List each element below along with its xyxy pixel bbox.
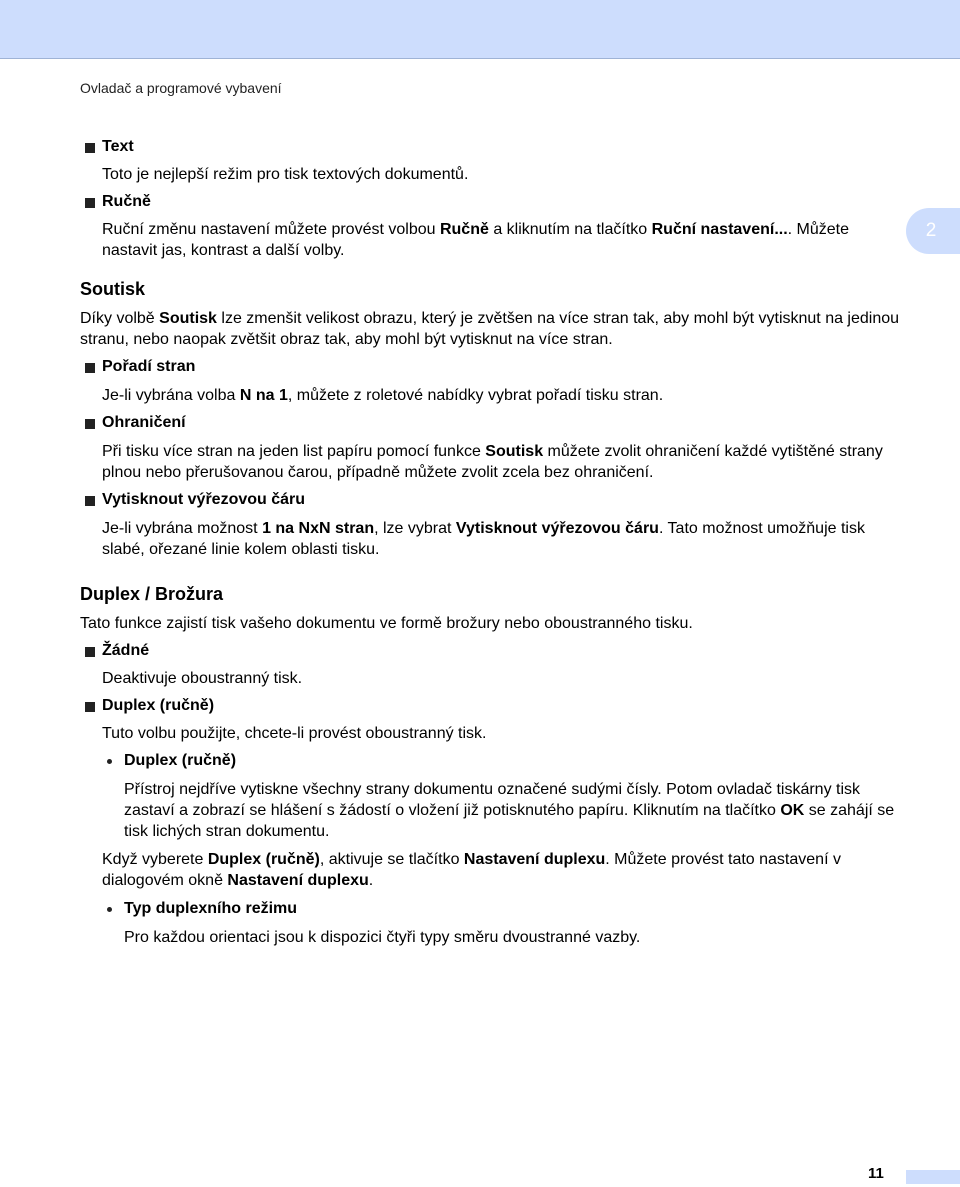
item-duplex-rucne-desc: Tuto volbu použijte, chcete-li provést oboustranný tisk. [102,725,487,742]
chapter-tab [906,208,960,254]
item-rucne-title: Ručně [80,191,900,213]
square-bullet-icon [85,363,95,373]
section-heading-soutisk: Soutisk [80,279,146,299]
square-bullet-icon [85,702,95,712]
square-bullet-icon [85,647,95,657]
page-content [80,136,900,948]
square-bullet-icon [85,496,95,506]
subitem-typ-title: Typ duplexního režimu [80,898,900,920]
duplex-intro: Tato funkce zajistí tisk vašeho dokumentu ve formě brožury nebo oboustranného tisku. [80,615,693,632]
round-bullet-icon [107,759,112,764]
soutisk-intro: Díky volbě Soutisk lze zmenšit velikost obrazu, který je zvětšen na více stran tak, aby mohl být vytisknut na jedinou stranu, nebo naopak zvětšit obraz tak, aby mohl být vytisknut na více stran. [80,310,900,348]
round-bullet-icon [107,907,112,912]
square-bullet-icon [85,198,95,208]
item-duplex-rucne-title: Duplex (ručně) [80,695,900,717]
item-vyrez-desc: Je-li vybrána možnost 1 na NxN stran, lze vybrat Vytisknout výřezovou čáru. Tato možnost umožňuje tisk slabé, ořezané linie kolem oblasti tisku. [102,520,865,558]
item-text-desc: Toto je nejlepší režim pro tisk textových dokumentů. [102,166,469,183]
item-ohraniceni-desc: Při tisku více stran na jeden list papíru pomocí funkce Soutisk můžete zvolit ohraničení každé vytištěné strany plnou nebo přerušovanou čarou, případně můžete zvolit zcela bez ohraničení. [102,443,883,481]
footer-tab [906,1170,960,1184]
duplex-rucne-after: Když vyberete Duplex (ručně), aktivuje se tlačítko Nastavení duplexu. Můžete provést tato nastavení v dialogovém okně Nastavení duplexu. [102,851,841,889]
header-band [0,0,960,58]
subitem-duplex-rucne-desc: Přístroj nejdříve vytiskne všechny strany dokumentu označené sudými čísly. Potom ovladač tiskárny tisk zastaví a zobrazí se hlášení s žádostí o vložení již potisknutého papíru. Kliknutím na tlačítko OK se zahájí se tisk lichých stran dokumentu. [124,781,895,840]
running-head: Ovladač a programové vybavení [80,80,282,96]
chapter-number: 2 [925,220,937,241]
item-zadne-desc: Deaktivuje oboustranný tisk. [102,670,303,687]
item-zadne-title: Žádné [80,640,900,662]
header-divider [0,58,960,59]
square-bullet-icon [85,419,95,429]
subitem-duplex-rucne-title: Duplex (ručně) [80,750,900,772]
section-heading-duplex: Duplex / Brožura [80,584,224,604]
item-poradi-title: Pořadí stran [80,356,900,378]
item-ohraniceni-title: Ohraničení [80,412,900,434]
item-rucne-desc: Ruční změnu nastavení můžete provést volbou Ručně a kliknutím na tlačítko Ruční nastavení.... Můžete nastavit jas, kontrast a další volby. [102,221,850,259]
item-text-title: Text [80,136,900,158]
square-bullet-icon [85,143,95,153]
item-poradi-desc: Je-li vybrána volba N na 1, můžete z roletové nabídky vybrat pořadí tisku stran. [102,387,664,404]
subitem-typ-desc: Pro každou orientaci jsou k dispozici čtyři typy směru dvoustranné vazby. [124,929,641,946]
item-vyrez-title: Vytisknout výřezovou čáru [80,489,900,511]
page-number: 11 [868,1165,884,1182]
